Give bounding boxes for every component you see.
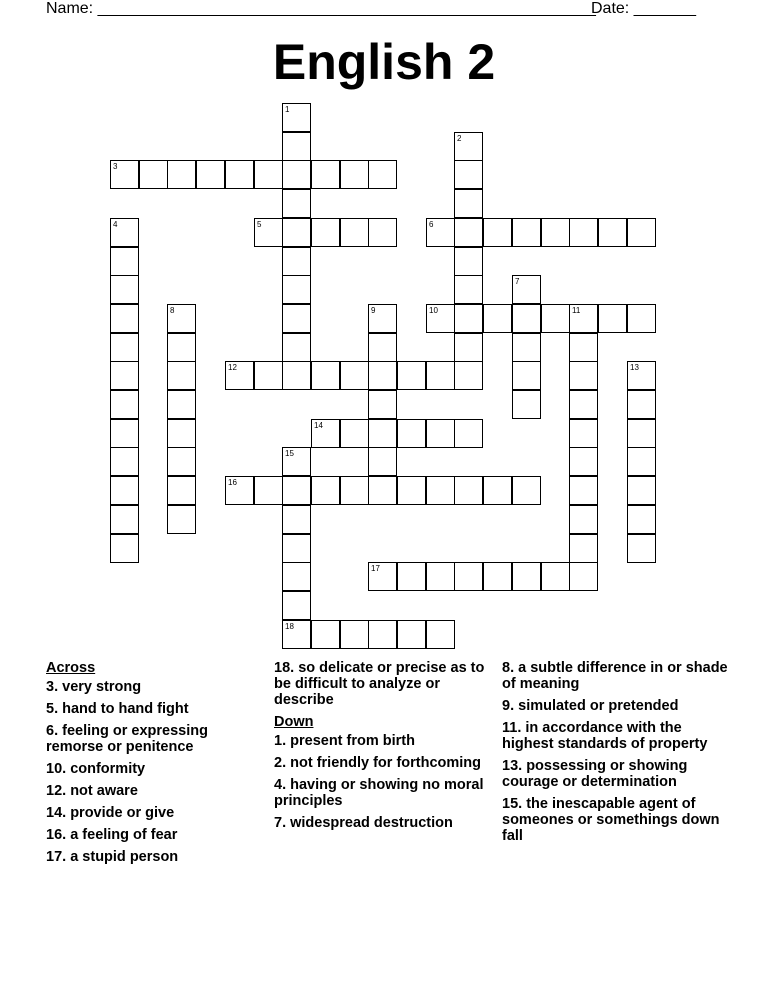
crossword-cell[interactable] (569, 534, 598, 563)
crossword-cell[interactable] (110, 447, 139, 476)
crossword-cell[interactable] (426, 562, 455, 591)
crossword-cell[interactable] (368, 620, 397, 649)
crossword-cell[interactable] (340, 620, 369, 649)
crossword-cell[interactable] (110, 275, 139, 304)
crossword-cell[interactable] (110, 534, 139, 563)
crossword-cell[interactable] (340, 419, 369, 448)
crossword-cell[interactable] (311, 218, 340, 247)
crossword-cell[interactable] (627, 505, 656, 534)
crossword-cell[interactable] (110, 419, 139, 448)
crossword-cell[interactable] (569, 447, 598, 476)
crossword-cell[interactable] (454, 361, 483, 390)
crossword-cell[interactable] (454, 160, 483, 189)
clue-number: 9 (371, 306, 376, 315)
crossword-cell[interactable] (368, 333, 397, 362)
clue-column-2 (274, 660, 499, 837)
clue-number: 13 (630, 363, 639, 372)
clue-down-8: 8. a subtle difference in or shade of meaning (502, 660, 728, 692)
crossword-cell[interactable] (368, 476, 397, 505)
crossword-cell[interactable] (225, 361, 254, 390)
clue-number: 15 (285, 449, 294, 458)
page-title: English 2 (272, 34, 496, 90)
crossword-cell[interactable] (541, 304, 570, 333)
crossword-cell[interactable] (110, 361, 139, 390)
crossword-cell[interactable] (569, 419, 598, 448)
clue-across-14: 14. provide or give (46, 805, 175, 821)
crossword-cell[interactable] (598, 304, 627, 333)
crossword-cell[interactable] (483, 218, 512, 247)
crossword-cell[interactable] (512, 361, 541, 390)
crossword-cell[interactable] (598, 218, 627, 247)
clue-across-18: 18. so delicate or precise as to be difficult to analyze or describe (274, 660, 485, 708)
crossword-cell[interactable] (454, 476, 483, 505)
crossword-cell[interactable] (368, 160, 397, 189)
crossword-cell[interactable] (397, 419, 426, 448)
crossword-cell[interactable] (340, 218, 369, 247)
crossword-cell[interactable] (454, 304, 483, 333)
crossword-cell[interactable] (311, 620, 340, 649)
crossword-cell[interactable] (167, 160, 196, 189)
crossword-cell[interactable] (368, 218, 397, 247)
crossword-cell[interactable] (483, 562, 512, 591)
clue-across-12: 12. not aware (46, 783, 138, 799)
clue-down-4: 4. having or showing no moral principles (274, 777, 484, 809)
down-heading: Down (274, 714, 314, 730)
crossword-cell[interactable] (627, 361, 656, 390)
crossword-cell[interactable] (282, 562, 311, 591)
crossword-cell[interactable] (167, 476, 196, 505)
crossword-cell[interactable] (110, 218, 139, 247)
crossword-cell[interactable] (110, 333, 139, 362)
crossword-cell[interactable] (627, 419, 656, 448)
crossword-cell[interactable] (627, 218, 656, 247)
clue-across-10: 10. conformity (46, 761, 146, 777)
crossword-cell[interactable] (282, 447, 311, 476)
clue-number: 17 (371, 564, 380, 573)
crossword-cell[interactable] (512, 218, 541, 247)
crossword-cell[interactable] (426, 476, 455, 505)
crossword-cell[interactable] (282, 304, 311, 333)
crossword-cell[interactable] (368, 390, 397, 419)
crossword-cell[interactable] (541, 562, 570, 591)
across-heading: Across (46, 660, 96, 676)
crossword-cell[interactable] (110, 247, 139, 276)
crossword-cell[interactable] (569, 361, 598, 390)
clue-across-3: 3. very strong (46, 679, 142, 695)
crossword-cell[interactable] (167, 505, 196, 534)
crossword-cell[interactable] (569, 505, 598, 534)
crossword-cell[interactable] (110, 505, 139, 534)
crossword-cell[interactable] (282, 361, 311, 390)
crossword-cell[interactable] (282, 476, 311, 505)
crossword-cell[interactable] (454, 562, 483, 591)
crossword-cell[interactable] (512, 390, 541, 419)
crossword-cell[interactable] (311, 419, 340, 448)
crossword-cell[interactable] (368, 304, 397, 333)
crossword-cell[interactable] (254, 476, 283, 505)
clue-across-16: 16. a feeling of fear (46, 827, 178, 843)
clue-number: 3 (113, 162, 118, 171)
crossword-cell[interactable] (282, 160, 311, 189)
crossword-cell[interactable] (282, 534, 311, 563)
crossword-cell[interactable] (569, 218, 598, 247)
crossword-cell[interactable] (569, 476, 598, 505)
clue-down-1: 1. present from birth (274, 733, 415, 749)
crossword-cell[interactable] (397, 476, 426, 505)
crossword-cell[interactable] (426, 419, 455, 448)
crossword-cell[interactable] (282, 275, 311, 304)
clue-number: 16 (228, 478, 237, 487)
crossword-cell[interactable] (282, 132, 311, 161)
crossword-cell[interactable] (512, 275, 541, 304)
clue-number: 6 (429, 220, 434, 229)
clue-number: 10 (429, 306, 438, 315)
name-field-label: Name: ________________________________________________________ (46, 0, 596, 17)
crossword-cell[interactable] (627, 534, 656, 563)
crossword-cell[interactable] (454, 218, 483, 247)
crossword-cell[interactable] (282, 218, 311, 247)
crossword-cell[interactable] (454, 132, 483, 161)
crossword-cell[interactable] (512, 304, 541, 333)
crossword-cell[interactable] (426, 304, 455, 333)
clue-across-5: 5. hand to hand fight (46, 701, 189, 717)
crossword-cell[interactable] (368, 419, 397, 448)
crossword-cell[interactable] (340, 476, 369, 505)
crossword-cell[interactable] (368, 562, 397, 591)
crossword-cell[interactable] (282, 591, 311, 620)
crossword-cell[interactable] (311, 160, 340, 189)
crossword-cell[interactable] (569, 390, 598, 419)
crossword-cell[interactable] (426, 620, 455, 649)
clue-number: 12 (228, 363, 237, 372)
crossword-cell[interactable] (282, 247, 311, 276)
crossword-cell[interactable] (569, 333, 598, 362)
crossword-cell[interactable] (340, 160, 369, 189)
clue-across-17: 17. a stupid person (46, 849, 179, 865)
crossword-cell[interactable] (282, 505, 311, 534)
clue-across-6: 6. feeling or expressing remorse or penitence (46, 723, 208, 755)
crossword-cell[interactable] (569, 562, 598, 591)
crossword-cell[interactable] (225, 476, 254, 505)
crossword-cell[interactable] (167, 447, 196, 476)
clue-column-1 (46, 660, 261, 871)
crossword-cell[interactable] (397, 620, 426, 649)
crossword-cell[interactable] (454, 333, 483, 362)
clue-column-3 (502, 660, 728, 850)
crossword-cell[interactable] (311, 361, 340, 390)
crossword-cell[interactable] (254, 361, 283, 390)
crossword-cell[interactable] (454, 275, 483, 304)
crossword-cell[interactable] (627, 447, 656, 476)
crossword-cell[interactable] (569, 304, 598, 333)
crossword-cell[interactable] (196, 160, 225, 189)
crossword-cell[interactable] (454, 189, 483, 218)
clue-number: 18 (285, 622, 294, 631)
crossword-cell[interactable] (512, 562, 541, 591)
crossword-cell[interactable] (167, 419, 196, 448)
clue-down-2: 2. not friendly for forthcoming (274, 755, 482, 771)
crossword-cell[interactable] (110, 304, 139, 333)
clue-down-7: 7. widespread destruction (274, 815, 453, 831)
clue-number: 4 (113, 220, 118, 229)
crossword-cell[interactable] (483, 476, 512, 505)
crossword-cell[interactable] (167, 390, 196, 419)
crossword-cell[interactable] (627, 304, 656, 333)
crossword-cell[interactable] (110, 476, 139, 505)
clue-down-9: 9. simulated or pretended (502, 698, 679, 714)
crossword-cell[interactable] (311, 476, 340, 505)
clue-number: 14 (314, 421, 323, 430)
crossword-cell[interactable] (454, 419, 483, 448)
crossword-cell[interactable] (397, 562, 426, 591)
crossword-cell[interactable] (454, 247, 483, 276)
crossword-cell[interactable] (139, 160, 168, 189)
crossword-cell[interactable] (512, 476, 541, 505)
crossword-cell[interactable] (282, 189, 311, 218)
crossword-cell[interactable] (541, 218, 570, 247)
crossword-cell[interactable] (282, 103, 311, 132)
crossword-cell[interactable] (627, 476, 656, 505)
clue-down-15: 15. the inescapable agent of someones or somethings down fall (502, 796, 720, 844)
clue-number: 5 (257, 220, 262, 229)
crossword-cell[interactable] (368, 361, 397, 390)
clue-number: 1 (285, 105, 290, 114)
crossword-cell[interactable] (368, 447, 397, 476)
crossword-cell[interactable] (340, 361, 369, 390)
crossword-cell[interactable] (167, 304, 196, 333)
crossword-cell[interactable] (282, 333, 311, 362)
crossword-cell[interactable] (110, 390, 139, 419)
clue-number: 2 (457, 134, 462, 143)
clue-number: 7 (515, 277, 520, 286)
crossword-cell[interactable] (282, 620, 311, 649)
crossword-cell[interactable] (627, 390, 656, 419)
clue-down-13: 13. possessing or showing courage or determination (502, 758, 688, 790)
date-field-label: Date: _______ (591, 0, 696, 17)
crossword-cell[interactable] (225, 160, 254, 189)
clue-number: 11 (572, 306, 581, 315)
crossword-cell[interactable] (254, 160, 283, 189)
clue-number: 8 (170, 306, 175, 315)
crossword-cell[interactable] (512, 333, 541, 362)
crossword-cell[interactable] (397, 361, 426, 390)
crossword-cell[interactable] (426, 218, 455, 247)
crossword-cell[interactable] (167, 333, 196, 362)
crossword-cell[interactable] (483, 304, 512, 333)
crossword-cell[interactable] (110, 160, 139, 189)
crossword-cell[interactable] (254, 218, 283, 247)
crossword-cell[interactable] (167, 361, 196, 390)
clue-down-11: 11. in accordance with the highest standards of property (502, 720, 708, 752)
crossword-cell[interactable] (426, 361, 455, 390)
